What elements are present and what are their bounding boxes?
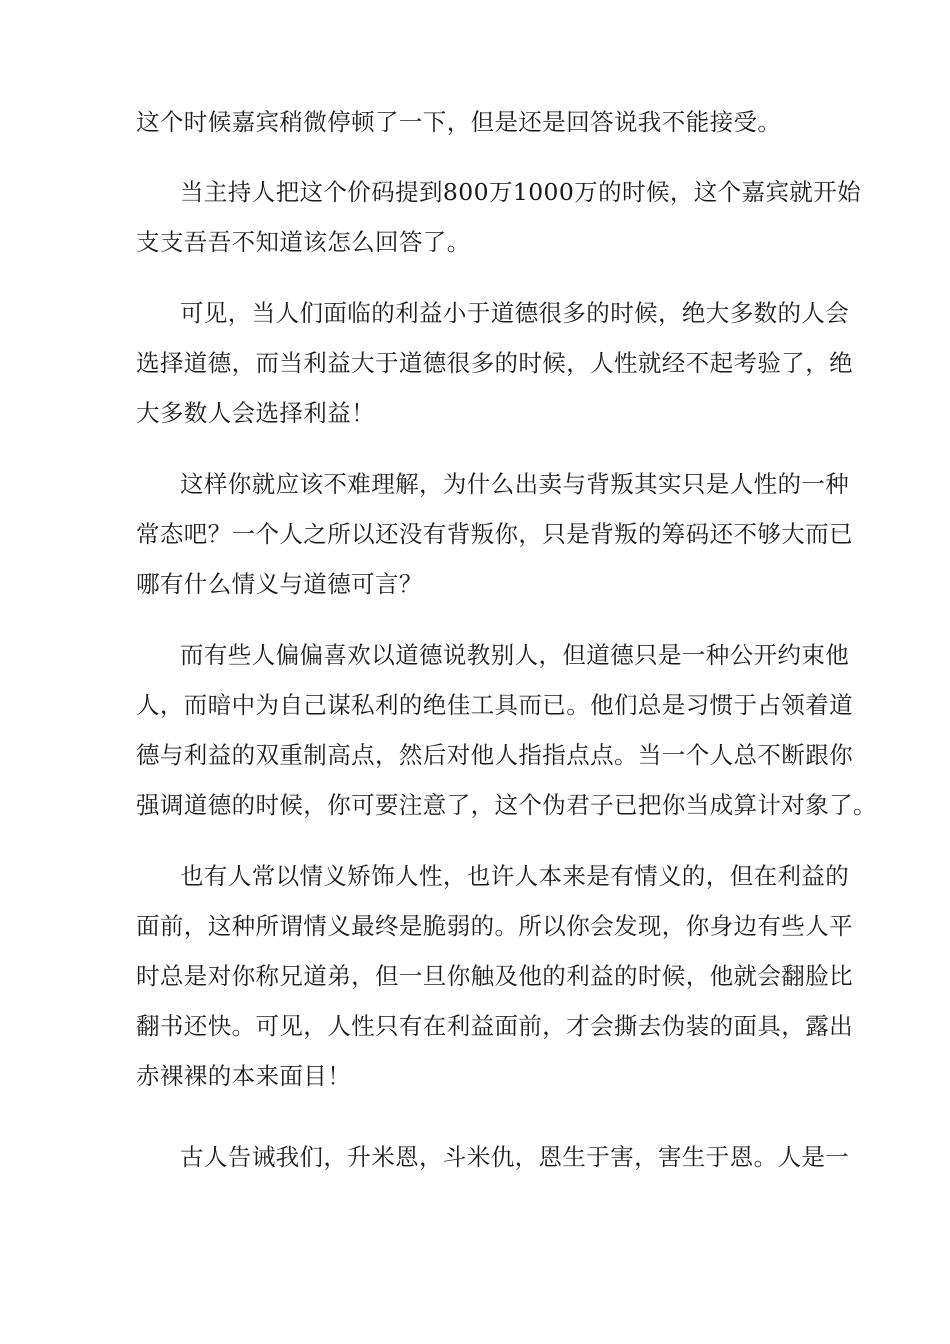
text-line: 大多数人会选择利益！ [136,399,375,427]
text-line: 当主持人把这个价码提到800万1000万的时候，这个嘉宾就开始 [180,178,862,206]
text-line: 面前，这种所谓情义最终是脆弱的。所以你会发现，你身边有些人平 [136,912,853,940]
text-line: 这样你就应该不难理解，为什么出卖与背叛其实只是人性的一种 [180,470,850,498]
text-line: 赤裸裸的本来面目！ [136,1062,352,1090]
text-line: 强调道德的时候，你可要注意了，这个伪君子已把你当成算计对象了。 [136,791,877,819]
text-line: 这个时候嘉宾稍微停顿了一下，但是还是回答说我不能接受。 [136,108,782,136]
text-line: 也有人常以情义矫饰人性，也许人本来是有情义的，但在利益的 [180,862,850,890]
text-line: 德与利益的双重制高点，然后对他人指指点点。当一个人总不断跟你 [136,741,853,769]
text-line: 可见，当人们面临的利益小于道德很多的时候，绝大多数的人会 [180,299,850,327]
text-line: 而有些人偏偏喜欢以道德说教别人，但道德只是一种公开约束他 [180,641,850,669]
text-line: 古人告诫我们，升米恩，斗米仇，恩生于害，害生于恩。人是一 [180,1143,850,1171]
text-line: 人，而暗中为自己谋私利的绝佳工具而已。他们总是习惯于占领着道 [136,691,853,719]
text-line: 哪有什么情义与道德可言？ [136,570,423,598]
text-line: 翻书还快。可见，人性只有在利益面前，才会撕去伪装的面具，露出 [136,1012,853,1040]
text-line: 常态吧？一个人之所以还没有背叛你，只是背叛的筹码还不够大而已 [136,520,853,548]
text-line: 选择道德，而当利益大于道德很多的时候，人性就经不起考验了，绝 [136,349,853,377]
text-line: 时总是对你称兄道弟，但一旦你触及他的利益的时候，他就会翻脸比 [136,962,853,990]
text-line: 支支吾吾不知道该怎么回答了。 [136,228,471,256]
